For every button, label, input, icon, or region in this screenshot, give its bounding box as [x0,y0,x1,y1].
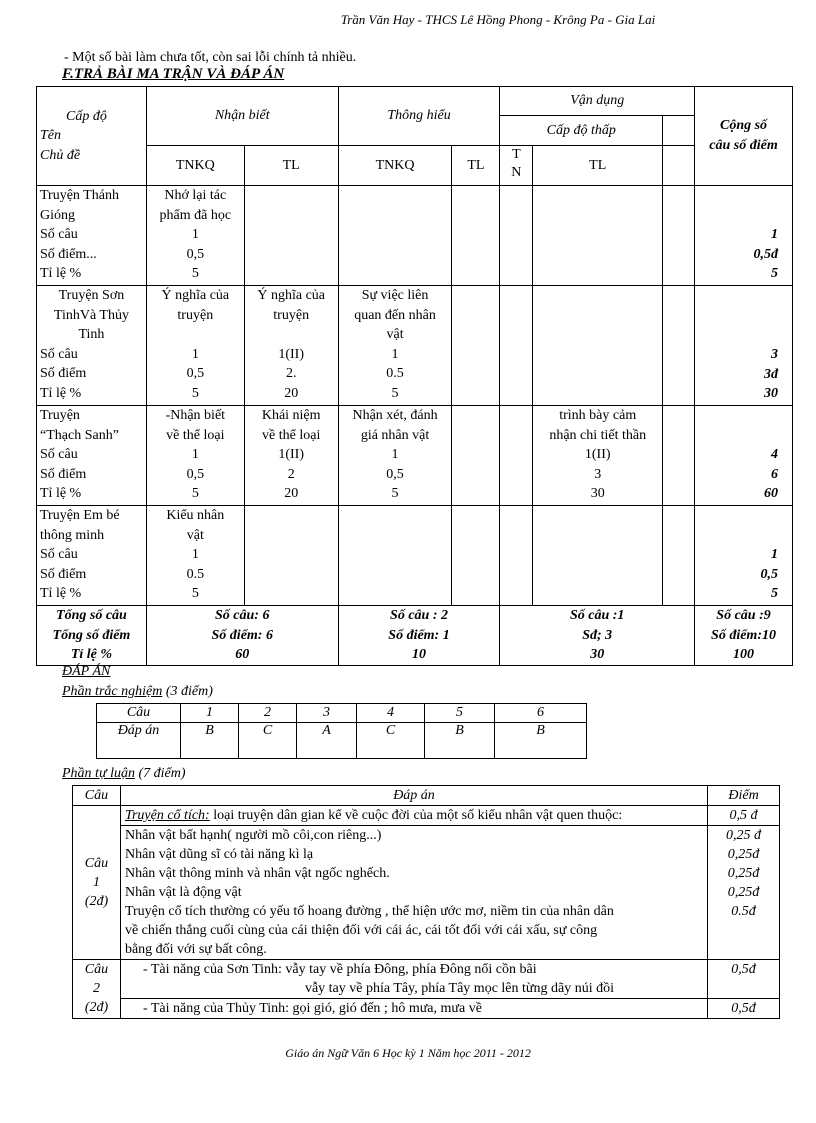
nb-tl-cell: Ý nghĩa của truyện 1(II) 2. 20 [244,286,338,406]
matrix-corner: Cấp độ Tên Chủ đề [37,87,147,186]
essay-q1-definition: Truyện cổ tích: loại truyện dân gian kể về cuộc đời của một số kiểu nhân vật quen thuộc: [120,806,707,826]
mcq-q: 3 [297,704,357,723]
sub-tn: T N [500,146,533,186]
nb-tnkq-cell: Ý nghĩa của truyện 1 0,5 5 [146,286,244,406]
topic-cell: Truyện Thánh Gióng Số câu Số điểm... Tỉ lệ % [37,186,147,286]
mcq-a: C [239,723,297,759]
mcq-title: Phần trắc nghiệm (3 điểm) [62,684,213,699]
totals-th: Số câu : 2 Số điểm: 1 10 [338,606,500,666]
mcq-a-label: Đáp án [97,723,181,759]
essay-q1-points: 0,25 đ 0,25đ 0,25đ 0,25đ 0.5đ [708,826,780,960]
mcq-q-label: Câu [97,704,181,723]
essay-h-diem: Điểm [708,786,780,806]
mcq-q: 2 [239,704,297,723]
totals-nb: Số câu: 6 Số điểm: 6 60 [146,606,338,666]
sub-tl: TL [533,146,663,186]
sub-tnkq: TNKQ [338,146,452,186]
mcq-a: B [495,723,587,759]
vd-tl-cell: trình bày cảm nhận chi tiết thần 1(II) 3 30 [533,406,663,506]
essay-q1-def-points: 0,5 đ [708,806,780,826]
topic-cell: Truyện Sơn TinhVà Thủy Tinh Số câu Số điểm Tỉ lệ % [37,286,147,406]
essay-q1-label: Câu 1 (2đ) [73,806,121,960]
col-cap-do-thap: Cấp độ thấp [500,116,663,146]
page-footer: Giáo án Ngữ Văn 6 Học kỳ 1 Năm học 2011 - 2012 [285,1046,531,1060]
total-cell: 4 6 60 [695,406,793,506]
essay-q2-thuytinh: - Tài năng của Thủy Tinh: gọi gió, gió đến ; hô mưa, mưa về [120,999,707,1019]
page-header: Trần Văn Hay - THCS Lê Hồng Phong - Krông Pa - Gia Lai [340,12,656,27]
totals-vd: Số câu :1 Sđ; 3 30 [500,606,695,666]
nb-tnkq-cell: Nhớ lại tác phẩm đã học 1 0,5 5 [146,186,244,286]
mcq-a: B [425,723,495,759]
section-title: F.TRẢ BÀI MA TRẬN VÀ ĐÁP ÁN [62,66,285,82]
nb-tnkq-cell: Kiểu nhân vật 1 0.5 5 [146,506,244,606]
essay-h-dapan: Đáp án [120,786,707,806]
essay-q2-sontinh-points: 0,5đ [708,960,780,999]
col-thong-hieu: Thông hiểu [338,87,500,146]
col-cong: Cộng số câu số điểm [695,87,793,186]
essay-q2-thuytinh-points: 0,5đ [708,999,780,1019]
mcq-a: A [297,723,357,759]
col-van-dung: Vận dụng [500,87,695,116]
th-tnkq-cell: Nhận xét, đánh giá nhân vật 1 0,5 5 [338,406,452,506]
matrix-table [36,86,793,666]
essay-h-cau: Câu [73,786,121,806]
sub-tnkq: TNKQ [146,146,244,186]
essay-q2-sontinh: - Tài năng của Sơn Tinh: vẫy tay về phía Đông, phía Đông nổi cồn bãi vẫy tay về phía Tây, phía Tây mọc lên từng dãy núi đồi [120,960,707,999]
mcq-table [96,703,587,759]
mcq-q: 6 [495,704,587,723]
sub-tl: TL [244,146,338,186]
totals-all: Số câu :9 Số điểm:10 100 [695,606,793,666]
essay-q2-label: Câu 2 (2đ) [73,960,121,1019]
essay-title: Phần tự luận (7 điểm) [62,766,186,781]
sub-tl: TL [452,146,500,186]
th-tnkq-cell: Sự việc liên quan đến nhân vật 1 0.5 5 [338,286,452,406]
total-cell: 3 3đ 30 [695,286,793,406]
nb-tl-cell: Khái niệm về thể loại 1(II) 2 20 [244,406,338,506]
mcq-q: 1 [181,704,239,723]
total-cell: 1 0,5 5 [695,506,793,606]
topic-cell: Truyện Em bé thông minh Số câu Số điểm Tỉ lệ % [37,506,147,606]
topic-cell: Truyện “Thạch Sanh” Số câu Số điểm Tỉ lệ % [37,406,147,506]
total-cell: 1 0,5đ 5 [695,186,793,286]
totals-labels: Tổng số câu Tổng số điểm Tỉ lệ % [37,606,147,666]
mcq-q: 5 [425,704,495,723]
mcq-q: 4 [357,704,425,723]
note-line: - Một số bài làm chưa tốt, còn sai lỗi chính tả nhiều. [64,50,357,65]
essay-q1-body: Nhân vật bất hạnh( người mồ côi,con riêng...) Nhân vật dũng sĩ có tài năng kì lạ Nhân vật thông minh và nhân vật ngốc nghếch. Nhân vật là động vật Truyện cổ tích thường có yếu tố hoang đường , thể hiện ước mơ, niềm tin của nhân dân về chiến thắng cuối cùng của cái thiện đối với cái ác, cái tốt đối với cái xấu, sự công bằng đối với sự bất công. [120,826,707,960]
col-nhan-biet: Nhận biết [146,87,338,146]
nb-tnkq-cell: -Nhận biết về thể loại 1 0,5 5 [146,406,244,506]
mcq-a: C [357,723,425,759]
mcq-a: B [181,723,239,759]
answers-title: ĐÁP ÁN [62,664,111,679]
essay-table [72,785,780,1019]
